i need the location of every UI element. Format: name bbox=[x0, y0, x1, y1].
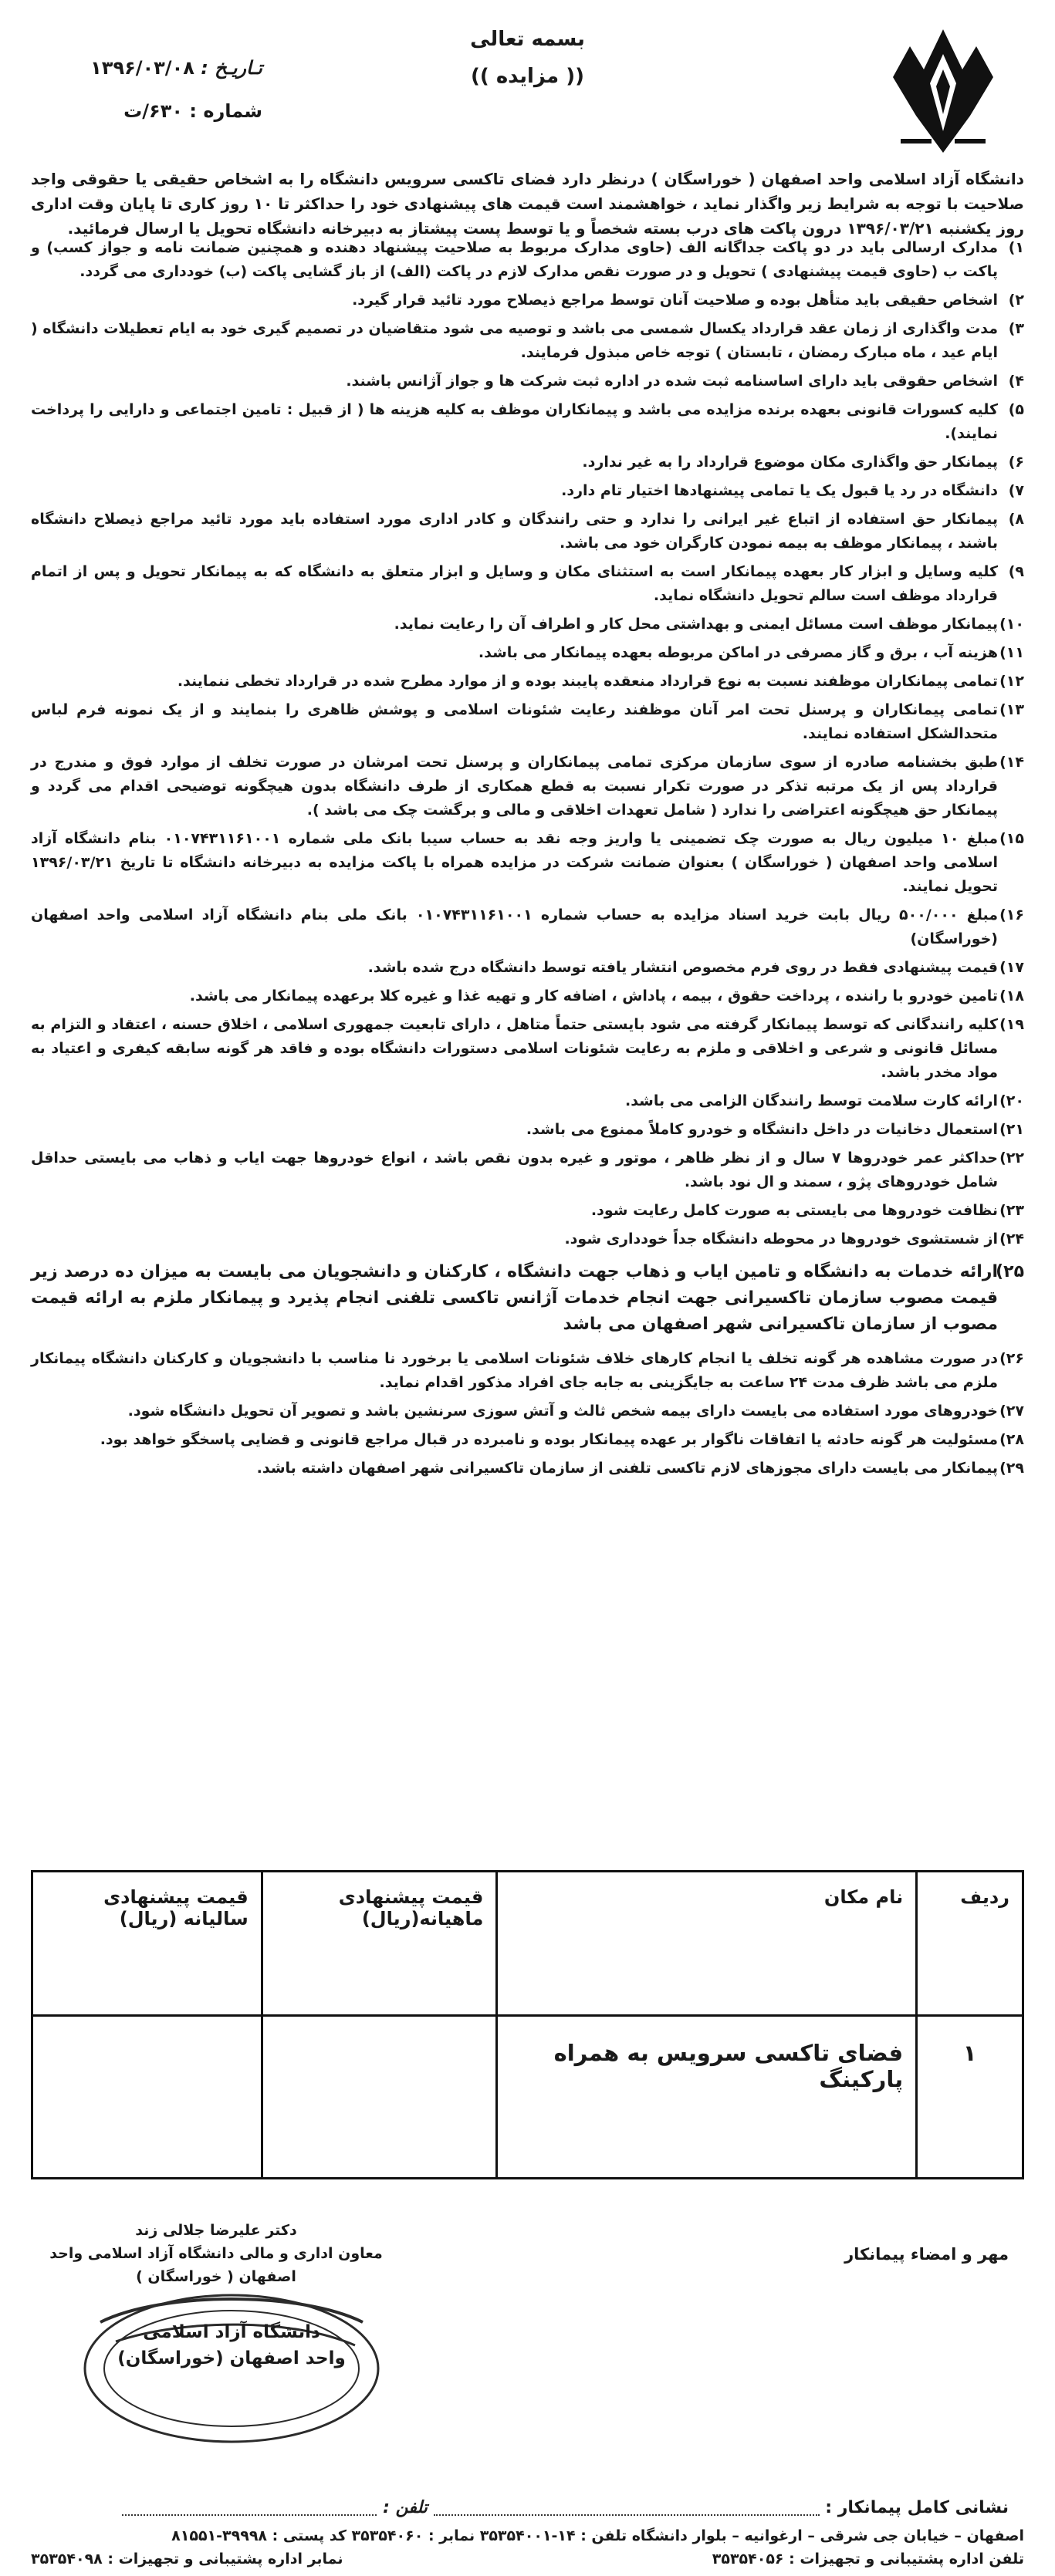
header-center bbox=[386, 28, 669, 88]
clause-item bbox=[31, 479, 1024, 503]
number-row bbox=[31, 89, 262, 133]
stamp-bottom-text: واحد اصفهان (خوراسگان) bbox=[117, 2348, 346, 2368]
number-value: ۶۳۰/ت bbox=[123, 100, 183, 122]
row-monthly-price[interactable] bbox=[262, 2016, 497, 2179]
document-title: (( مزایده )) bbox=[471, 65, 584, 88]
clause-item bbox=[31, 827, 1024, 899]
contractor-address-field[interactable] bbox=[434, 2500, 820, 2516]
row-yearly-price[interactable] bbox=[32, 2016, 262, 2179]
clause-number: ۶) bbox=[1008, 454, 1024, 471]
clause-item bbox=[31, 1146, 1024, 1194]
clause-item bbox=[31, 1347, 1024, 1395]
clause-text: پیمانکار می بایست دارای مجوزهای لازم تاکسی تلفنی از سازمان تاکسیرانی شهر اصفهان داشته باشد. bbox=[256, 1460, 998, 1477]
clause-text: اشخاص حقیقی باید متأهل بوده و صلاحیت آنان توسط مراجع ذیصلاح مورد تائید قرار گیرد. bbox=[352, 292, 998, 309]
clause-number: ۱۲) bbox=[999, 673, 1024, 690]
table-row bbox=[32, 2016, 1023, 2179]
clause-item bbox=[31, 613, 1024, 636]
stamp-text bbox=[93, 2319, 370, 2372]
number-label: شماره : bbox=[189, 100, 262, 122]
clause-item bbox=[31, 641, 1024, 665]
clause-number: ۱۱) bbox=[999, 644, 1024, 661]
conditions-list bbox=[31, 236, 1024, 1485]
clause-number: ۲۳) bbox=[999, 1202, 1024, 1219]
footer bbox=[31, 2524, 1024, 2571]
clause-item bbox=[31, 451, 1024, 474]
clause-number: ۳) bbox=[1008, 320, 1024, 337]
col-monthly-header: قیمت پیشنهادی ماهیانه(ریال) bbox=[262, 1872, 497, 2016]
col-place-header: نام مکان bbox=[497, 1872, 917, 2016]
clause-text: خودروهای مورد استفاده می بایست دارای بیمه شخص ثالث و آتش سوزی سرنشین باشد و تصویر آن تحویل دانشگاه شود. bbox=[127, 1403, 998, 1420]
date-label: تـاریـخ : bbox=[201, 57, 262, 79]
clause-number: ۹) bbox=[1008, 563, 1024, 580]
clause-item bbox=[31, 1118, 1024, 1142]
clause-item bbox=[31, 1199, 1024, 1223]
clause-item bbox=[31, 984, 1024, 1008]
clause-item bbox=[31, 1259, 1024, 1338]
clause-item bbox=[31, 1399, 1024, 1423]
col-index-header: ردیف bbox=[917, 1872, 1023, 2016]
official-title: معاون اداری و مالی دانشگاه آزاد اسلامی واحد اصفهان ( خوراسگان ) bbox=[49, 2245, 383, 2285]
clause-text: استعمال دخانیات در داخل دانشگاه و خودرو کاملاً ممنوع می باشد. bbox=[526, 1121, 998, 1138]
clause-text: نظافت خودروها می بایستی به صورت کامل رعایت شود. bbox=[590, 1202, 998, 1219]
clause-number: ۱۷) bbox=[999, 959, 1024, 976]
clause-text: قیمت پیشنهادی فقط در روی فرم مخصوص انتشار یافته توسط دانشگاه درج شده باشد. bbox=[367, 959, 998, 976]
date-row bbox=[31, 46, 262, 89]
clause-item bbox=[31, 1428, 1024, 1452]
clause-item bbox=[31, 398, 1024, 446]
document-meta bbox=[31, 46, 262, 133]
clause-number: ۲۰) bbox=[999, 1092, 1024, 1109]
official-name: دکتر علیرضا جلالی زند bbox=[135, 2222, 297, 2239]
stamp-top-text: دانشگاه آزاد اسلامی bbox=[143, 2322, 320, 2342]
footer-address: اصفهان – خیابان جی شرقی – ارغوانیه – بلوار دانشگاه تلفن : ۱۴-۳۵۳۵۴۰۰۱ نمابر : ۳۵۳۵۴۰۶۰ کد پستی : ۳۹۹۹۸-۸۱۵۵۱ bbox=[171, 2527, 1024, 2544]
clause-text: پیمانکار حق استفاده از اتباع غیر ایرانی را ندارد و حتی رانندگان و کادر اداری مورد استفاده باید مورد تائید مراجع ذیصلاح دانشگاه باشند ، پیمانکار موظف به بیمه نمودن کارگران خود می باشد. bbox=[31, 511, 998, 552]
clause-item bbox=[31, 1227, 1024, 1251]
price-table bbox=[31, 1870, 1024, 2179]
clause-text: دانشگاه در رد یا قبول یک یا تمامی پیشنهادها اختیار تام دارد. bbox=[561, 482, 998, 499]
footer-contacts bbox=[31, 2547, 1024, 2571]
clause-number: ۲۸) bbox=[999, 1431, 1024, 1448]
clause-item bbox=[31, 698, 1024, 746]
clause-text: مسئولیت هر گونه حادثه یا اتفاقات ناگوار بر عهده پیمانکار بوده و نامبرده در قبال مراجع قانونی و قضایی پاسخگو خواهد بود. bbox=[100, 1431, 998, 1448]
clause-number: ۱۳) bbox=[999, 701, 1024, 718]
clause-number: ۱) bbox=[1008, 239, 1024, 256]
clause-number: ۱۶) bbox=[999, 906, 1024, 923]
clause-text: مدت واگذاری از زمان عقد قرارداد یکسال شمسی می باشد و توصیه می شود متقاضیان در تصمیم گیری خود به ایام تعطیلات دانشگاه ( ایام عید ، ماه مبارک رمضان ، تابستان ) توجه خاص مبذول فرمایند. bbox=[31, 320, 998, 361]
clause-item bbox=[31, 370, 1024, 393]
row-index: ۱ bbox=[917, 2016, 1023, 2179]
contractor-phone-field[interactable] bbox=[122, 2500, 377, 2516]
clause-item bbox=[31, 317, 1024, 365]
clause-number: ۱۸) bbox=[999, 988, 1024, 1004]
clause-number: ۲۵) bbox=[996, 1262, 1024, 1281]
clause-text: پیمانکار موظف است مسائل ایمنی و بهداشتی محل کار و اطراف آن را رعایت نماید. bbox=[394, 616, 998, 633]
clause-number: ۱۵) bbox=[999, 830, 1024, 847]
clause-item bbox=[31, 1089, 1024, 1113]
clause-text: طبق بخشنامه صادره از سوی سازمان مرکزی تمامی پیمانکاران و پرسنل تحت امرشان در صورت تخلف از موارد فوق و مندرج در قرارداد پس از یک مرتبه تذکر در صورت تکرار نسبت به قطع همکاری از طرف دانشگاه بدون هیچگونه توضیحی اقدام می گردد و پیمانکار حق هیچگونه اعتراضی را ندارد ( شامل تعهدات اخلاقی و مالی و برگشت چک می باشد ). bbox=[31, 754, 998, 819]
clause-item bbox=[31, 1013, 1024, 1085]
clause-text: کلیه کسورات قانونی بعهده برنده مزایده می باشد و پیمانکاران موظف به کلیه هزینه ها ( از قبیل : تامین اجتماعی و دارایی را پرداخت نمایند). bbox=[31, 401, 998, 442]
clause-number: ۵) bbox=[1008, 401, 1024, 418]
clause-item bbox=[31, 560, 1024, 608]
clause-number: ۱۹) bbox=[999, 1016, 1024, 1033]
clause-item bbox=[31, 903, 1024, 951]
clause-number: ۱۰) bbox=[999, 616, 1024, 633]
intro-paragraph: دانشگاه آزاد اسلامی واحد اصفهان ( خوراسگان ) درنظر دارد فضای تاکسی سرویس دانشگاه را به اشخاص حقیقی یا حقوقی واجد صلاحیت با توجه به شرایط زیر واگذار نماید ، خواهشمند است قیمت های پیشنهادی خود را حداکثر تا ۱۰ روز کاری تا پایان وقت اداری روز یکشنبه ۱۳۹۶/۰۳/۲۱ درون پاکت های درب بسته شخصاً و یا توسط پست پیشتاز به دبیرخانه دانشگاه تحویل یا ارسال فرمائید. bbox=[31, 170, 1024, 238]
clause-number: ۲۱) bbox=[999, 1121, 1024, 1138]
clause-number: ۴) bbox=[1008, 373, 1024, 390]
contractor-address-line bbox=[44, 2498, 1009, 2517]
clause-text: از شستشوی خودروها در محوطه دانشگاه جداً خودداری شود. bbox=[564, 1231, 998, 1247]
clause-number: ۲۹) bbox=[999, 1460, 1024, 1477]
clause-text: تمامی پیمانکاران موظفند نسبت به نوع قرارداد منعقده پایبند بوده و از موارد مطرح شده در قرارداد تخطی ننمایند. bbox=[177, 673, 998, 690]
col-yearly-header: قیمت پیشنهادی سالیانه (ریال) bbox=[32, 1872, 262, 2016]
date-value: ۱۳۹۶/۰۳/۰۸ bbox=[90, 57, 194, 79]
clause-number: ۷) bbox=[1008, 482, 1024, 499]
clause-number: ۲۴) bbox=[999, 1231, 1024, 1247]
clause-text: ارائه خدمات به دانشگاه و تامین ایاب و ذهاب جهت دانشگاه ، کارکنان و دانشجویان می بایست به میزان ده درصد زیر قیمت مصوب سازمان تاکسیرانی جهت انجام خدمات آژانس تاکسی تلفنی انجام پذیرد و پیمانکار ملزم به ارائه قیمت مصوب از سازمان تاکسیرانی شهر اصفهان می باشد bbox=[31, 1262, 998, 1334]
clause-number: ۲) bbox=[1008, 292, 1024, 309]
clause-text: تمامی پیمانکاران و پرسنل تحت امر آنان موظفند رعایت شئونات اسلامی و پوشش ظاهری را بنمایند و از یک نمونه فرم لباس متحدالشکل استفاده نمایند. bbox=[31, 701, 998, 742]
clause-item bbox=[31, 751, 1024, 822]
contractor-phone-label: تلفن : bbox=[383, 2498, 428, 2517]
clause-item bbox=[31, 956, 1024, 980]
clause-number: ۱۴) bbox=[999, 754, 1024, 771]
clause-item bbox=[31, 1457, 1024, 1480]
clause-text: ارائه کارت سلامت توسط رانندگان الزامی می باشد. bbox=[624, 1092, 998, 1109]
contractor-address-label: نشانی کامل پیمانکار : bbox=[825, 2498, 1009, 2517]
footer-support-fax: نمابر اداره پشتیبانی و تجهیزات : ۳۵۳۵۴۰۹۸ bbox=[31, 2551, 343, 2568]
clause-text: هزینه آب ، برق و گاز مصرفی در اماکن مربوطه بعهده پیمانکار می باشد. bbox=[478, 644, 998, 661]
contractor-seal-label: مهر و امضاء پیمانکار bbox=[844, 2245, 1009, 2264]
clause-text: مدارک ارسالی باید در دو پاکت جداگانه الف (حاوی مدارک مربوط به صلاحیت پیشنهاد دهنده و همچنین ضمانت نامه و جواز کسب) و پاکت ب (حاوی قیمت پیشنهادی ) تحویل و در صورت نقص مدارک لازم در پاکت (الف) از باز گشایی پاکت (ب) خودداری می گردد. bbox=[31, 239, 998, 280]
clause-item bbox=[31, 670, 1024, 694]
clause-text: تامین خودرو با راننده ، پرداخت حقوق ، بیمه ، پاداش ، اضافه کار و تهیه غذا و غیره کلا برعهده پیمانکار می باشد. bbox=[189, 988, 998, 1004]
university-logo-icon bbox=[885, 23, 1001, 158]
clause-number: ۲۷) bbox=[999, 1403, 1024, 1420]
clause-text: کلیه وسایل و ابزار کار بعهده پیمانکار است به استثنای مکان و وسایل و ابزار متعلق به دانشگاه که به پیمانکار تحویل و پس از اتمام قرارداد موظف است سالم تحویل دانشگاه نماید. bbox=[31, 563, 998, 604]
clause-number: ۸) bbox=[1008, 511, 1024, 528]
clause-item bbox=[31, 236, 1024, 284]
clause-text: اشخاص حقوقی باید دارای اساسنامه ثبت شده در اداره ثبت شرکت ها و جواز آژانس باشند. bbox=[346, 373, 998, 390]
clause-text: مبلغ ۱۰ میلیون ریال به صورت چک تضمینی یا واریز وجه نقد به حساب سیبا بانک ملی شماره ۰۱۰۷۴۳۱۱۶۱۰۰۱ بنام دانشگاه آزاد اسلامی واحد اصفهان ( خوراسگان ) بعنوان ضمانت شرکت در مزایده همراه با پاکت مزایده به دبیرخانه دانشگاه تا تاریخ ۱۳۹۶/۰۳/۲۱ تحویل نمایند. bbox=[31, 830, 999, 895]
clause-text: کلیه رانندگانی که توسط پیمانکار گرفته می شود بایستی حتماً متاهل ، دارای تابعیت جمهوری اسلامی ، اخلاق حسنه ، اعتقاد و التزام به مسائل قانونی و شرعی و اخلاقی و ملزم به رعایت شئونات اسلامی دستورات دانشگاه بوده و فاقد هر گونه سابقه کیفری و اعتیاد به مواد مخدر باشد. bbox=[31, 1016, 998, 1081]
clause-text: پیمانکار حق واگذاری مکان موضوع قرارداد را به غیر ندارد. bbox=[582, 454, 998, 471]
table-header-row bbox=[32, 1872, 1023, 2016]
bismillah: بسمه تعالی bbox=[470, 28, 585, 51]
clause-item bbox=[31, 508, 1024, 555]
footer-support-phone: تلفن اداره پشتیبانی و تجهیزات : ۳۵۳۵۴۰۵۶ bbox=[712, 2551, 1024, 2568]
clause-text: حداکثر عمر خودروها ۷ سال و از نظر ظاهر ، موتور و غیره بدون نقص باشد ، انواع خودروها جهت ایاب و ذهاب می بایستی حداقل شامل خودروهای پژو ، سمند و ال نود باشد. bbox=[31, 1150, 998, 1190]
clause-item bbox=[31, 289, 1024, 312]
clause-number: ۲۲) bbox=[999, 1150, 1024, 1166]
row-place: فضای تاکسی سرویس به همراه پارکینگ bbox=[497, 2016, 917, 2179]
clause-text: در صورت مشاهده هر گونه تخلف یا انجام کارهای خلاف شئونات اسلامی یا برخورد نا مناسب با دانشجویان و کارکنان دانشگاه پیمانکار ملزم می باشد ظرف مدت ۲۴ ساعت به جایگزینی به جابه جای افراد مذکور اقدام نماید. bbox=[31, 1350, 998, 1391]
clause-number: ۲۶) bbox=[999, 1350, 1024, 1367]
clause-text: مبلغ ۵۰۰/۰۰۰ ریال بابت خرید اسناد مزایده به حساب شماره ۰۱۰۷۴۳۱۱۶۱۰۰۱ بانک ملی بنام دانشگاه آزاد اسلامی واحد اصفهان (خوراسگان) bbox=[31, 906, 998, 947]
